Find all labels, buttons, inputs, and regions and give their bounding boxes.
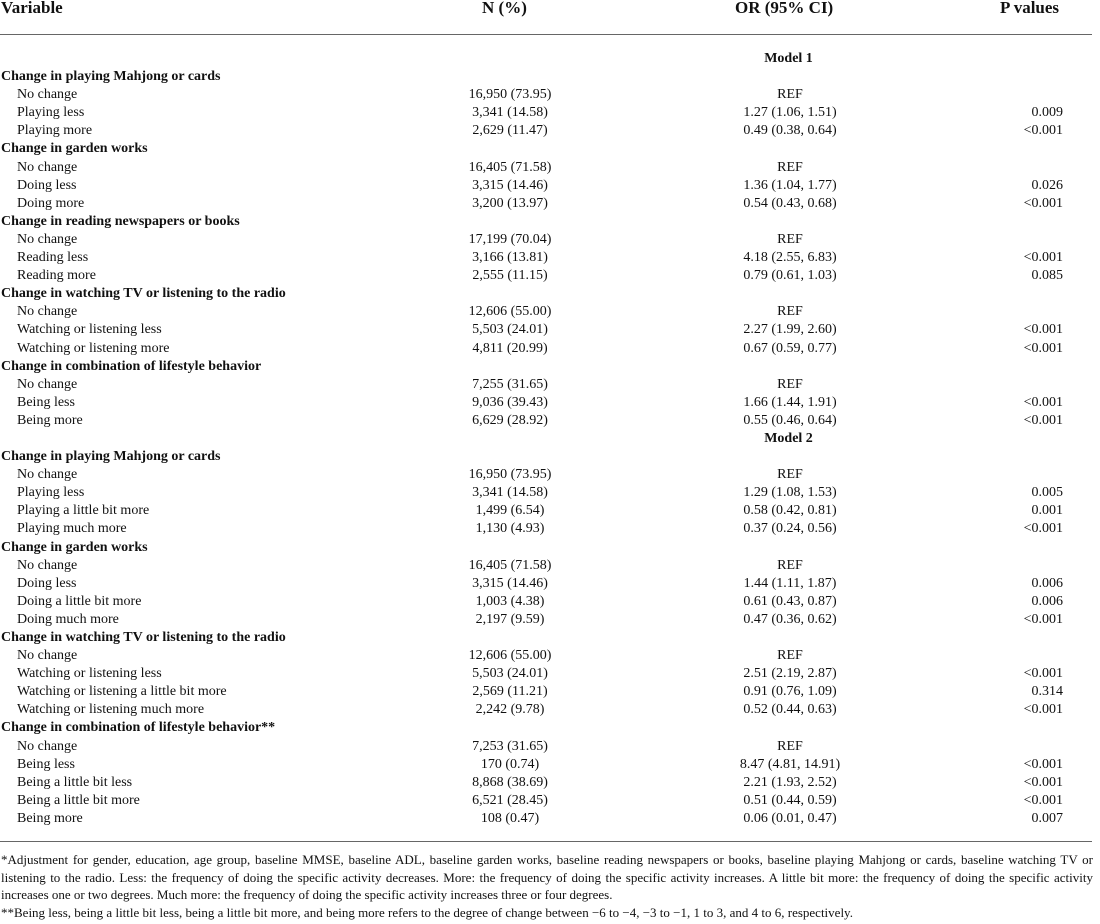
cell-odds-ratio: 0.52 (0.44, 0.63) — [743, 702, 837, 718]
cell-n-percent: 2,242 (9.78) — [475, 702, 545, 718]
cell-odds-ratio: 2.51 (2.19, 2.87) — [743, 666, 837, 682]
table-row — [0, 502, 1092, 520]
cell-variable: Being a little bit less — [17, 774, 133, 790]
table-row — [0, 195, 1092, 213]
cell-odds-ratio: 1.44 (1.11, 1.87) — [743, 575, 837, 591]
cell-odds-ratio: 8.47 (4.81, 14.91) — [739, 756, 841, 772]
cell-variable: Change in combination of lifestyle behavior — [1, 358, 262, 374]
table-row — [0, 466, 1092, 484]
cell-p-value: 0.314 — [1031, 684, 1063, 700]
cell-odds-ratio: REF — [777, 159, 803, 175]
variable-group-row — [0, 448, 1092, 466]
table-row — [0, 738, 1092, 756]
table-row — [0, 701, 1092, 719]
cell-variable: Playing less — [17, 105, 85, 121]
cell-variable: Doing much more — [17, 611, 119, 627]
cell-variable: Change in playing Mahjong or cards — [1, 69, 221, 85]
cell-n-percent: 9,036 (39.43) — [472, 394, 548, 410]
table-body — [0, 50, 1092, 828]
header-p-values: P values — [1000, 0, 1060, 17]
cell-odds-ratio: 0.67 (0.59, 0.77) — [743, 340, 837, 356]
cell-variable: Change in reading newspapers or books — [1, 213, 240, 229]
cell-n-percent: 8,868 (38.69) — [472, 774, 548, 790]
table-row — [0, 394, 1092, 412]
cell-variable: Playing more — [17, 123, 93, 139]
header-odds-ratio: OR (95% CI) — [735, 0, 834, 17]
cell-variable: Watching or listening a little bit more — [17, 684, 227, 700]
cell-p-value: <0.001 — [1023, 756, 1063, 772]
cell-n-percent: 3,315 (14.46) — [472, 177, 548, 193]
cell-variable: Reading less — [17, 250, 89, 266]
cell-variable: Change in combination of lifestyle behavior** — [1, 720, 276, 736]
cell-variable: No change — [17, 304, 78, 320]
cell-odds-ratio: 2.27 (1.99, 2.60) — [743, 322, 837, 338]
cell-odds-ratio: REF — [777, 648, 803, 664]
cell-p-value: <0.001 — [1023, 792, 1063, 808]
table-row — [0, 376, 1092, 394]
cell-n-percent: 5,503 (24.01) — [472, 322, 548, 338]
cell-p-value: <0.001 — [1023, 123, 1063, 139]
cell-p-value: <0.001 — [1023, 521, 1063, 537]
footnote-adjustment: *Adjustment for gender, education, age group, baseline MMSE, baseline ADL, baseline garden works, baseline reading newspapers or books, baseline playing Mahjong or cards, baseline watching TV or listening to the radio. Less: the frequency of doing the specific activity decreases. More: the frequency of doing the specific activity increases. A little bit more: the frequency of doing the specific activity increases one or two degrees. Much more: the frequency of doing the specific activity increases three or four degrees. — [1, 852, 1093, 902]
cell-variable: Model 1 — [764, 51, 813, 66]
cell-p-value: 0.009 — [1031, 105, 1063, 121]
cell-odds-ratio: 0.54 (0.43, 0.68) — [743, 195, 837, 211]
cell-n-percent: 6,521 (28.45) — [472, 792, 548, 808]
cell-odds-ratio: REF — [777, 304, 803, 320]
cell-variable: No change — [17, 87, 78, 103]
cell-odds-ratio: REF — [777, 231, 803, 247]
cell-n-percent: 7,253 (31.65) — [472, 738, 548, 754]
model-heading-row — [0, 50, 1092, 68]
variable-group-row — [0, 539, 1092, 557]
table-row — [0, 122, 1092, 140]
cell-p-value: 0.006 — [1031, 575, 1063, 591]
cell-variable: Change in watching TV or listening to the radio — [1, 286, 286, 302]
cell-odds-ratio: 1.29 (1.08, 1.53) — [743, 485, 837, 501]
model-heading-row — [0, 430, 1092, 448]
variable-group-row — [0, 140, 1092, 158]
cell-variable: Being less — [17, 756, 75, 772]
cell-n-percent: 4,811 (20.99) — [472, 340, 548, 356]
table-row — [0, 340, 1092, 358]
variable-group-row — [0, 719, 1092, 737]
cell-p-value: 0.005 — [1031, 485, 1063, 501]
cell-odds-ratio: 0.79 (0.61, 1.03) — [743, 268, 837, 284]
variable-group-row — [0, 213, 1092, 231]
table-row — [0, 520, 1092, 538]
cell-p-value: <0.001 — [1023, 394, 1063, 410]
cell-n-percent: 108 (0.47) — [480, 810, 540, 826]
footnotes — [1, 851, 1093, 921]
table-row — [0, 249, 1092, 267]
cell-n-percent: 170 (0.74) — [480, 756, 540, 772]
table-row — [0, 557, 1092, 575]
cell-odds-ratio: 0.58 (0.42, 0.81) — [743, 503, 837, 519]
footer-rule — [0, 841, 1092, 842]
cell-odds-ratio: 0.51 (0.44, 0.59) — [743, 792, 837, 808]
cell-n-percent: 1,003 (4.38) — [475, 593, 545, 609]
cell-n-percent: 3,200 (13.97) — [472, 195, 548, 211]
variable-group-row — [0, 285, 1092, 303]
cell-p-value: <0.001 — [1023, 666, 1063, 682]
cell-p-value: 0.007 — [1031, 810, 1063, 826]
cell-odds-ratio: 0.55 (0.46, 0.64) — [743, 412, 837, 428]
cell-n-percent: 7,255 (31.65) — [472, 376, 548, 392]
cell-variable: Watching or listening less — [17, 666, 162, 682]
cell-variable: No change — [17, 557, 78, 573]
cell-variable: No change — [17, 159, 78, 175]
cell-variable: Playing less — [17, 485, 85, 501]
cell-variable: Watching or listening less — [17, 322, 162, 338]
table-row — [0, 159, 1092, 177]
cell-odds-ratio: 0.47 (0.36, 0.62) — [743, 611, 837, 627]
cell-n-percent: 16,950 (73.95) — [468, 87, 552, 103]
cell-odds-ratio: 4.18 (2.55, 6.83) — [743, 250, 837, 266]
table-row — [0, 792, 1092, 810]
table-row — [0, 665, 1092, 683]
cell-p-value: <0.001 — [1023, 322, 1063, 338]
cell-p-value: <0.001 — [1023, 340, 1063, 356]
cell-p-value: 0.006 — [1031, 593, 1063, 609]
cell-odds-ratio: 0.61 (0.43, 0.87) — [743, 593, 837, 609]
cell-variable: Being more — [17, 810, 83, 826]
cell-variable: Being more — [17, 412, 83, 428]
cell-odds-ratio: REF — [777, 557, 803, 573]
cell-n-percent: 12,606 (55.00) — [468, 304, 552, 320]
table-row — [0, 321, 1092, 339]
cell-p-value: <0.001 — [1023, 702, 1063, 718]
cell-variable: No change — [17, 467, 78, 483]
cell-p-value: 0.001 — [1031, 503, 1063, 519]
cell-n-percent: 17,199 (70.04) — [468, 231, 552, 247]
table-row — [0, 647, 1092, 665]
cell-n-percent: 6,629 (28.92) — [472, 412, 548, 428]
table-row — [0, 231, 1092, 249]
cell-n-percent: 3,341 (14.58) — [472, 105, 548, 121]
cell-variable: Doing more — [17, 195, 85, 211]
table-row — [0, 593, 1092, 611]
cell-p-value: 0.026 — [1031, 177, 1063, 193]
cell-variable: Model 2 — [764, 430, 813, 446]
variable-group-row — [0, 629, 1092, 647]
cell-variable: Watching or listening much more — [17, 702, 205, 718]
cell-variable: Change in garden works — [1, 539, 148, 555]
table-row — [0, 774, 1092, 792]
cell-odds-ratio: REF — [777, 738, 803, 754]
table-row — [0, 611, 1092, 629]
table-row — [0, 86, 1092, 104]
cell-n-percent: 16,405 (71.58) — [468, 159, 552, 175]
cell-variable: Playing a little bit more — [17, 503, 150, 519]
cell-variable: Change in watching TV or listening to the radio — [1, 630, 286, 645]
cell-odds-ratio: REF — [777, 467, 803, 483]
table-row — [0, 484, 1092, 502]
table-row — [0, 412, 1092, 430]
cell-variable: Doing less — [17, 177, 77, 193]
cell-n-percent: 16,950 (73.95) — [468, 467, 552, 483]
cell-odds-ratio: 0.06 (0.01, 0.47) — [743, 810, 837, 826]
cell-variable: Being less — [17, 394, 75, 410]
cell-p-value: <0.001 — [1023, 195, 1063, 211]
variable-group-row — [0, 68, 1092, 86]
cell-n-percent: 5,503 (24.01) — [472, 666, 548, 682]
cell-variable: Reading more — [17, 268, 96, 284]
table-row — [0, 104, 1092, 122]
table-row — [0, 575, 1092, 593]
cell-odds-ratio: 1.36 (1.04, 1.77) — [743, 177, 837, 193]
cell-n-percent: 2,555 (11.15) — [472, 268, 548, 284]
cell-odds-ratio: 1.66 (1.44, 1.91) — [743, 394, 837, 410]
table-header — [0, 0, 1092, 24]
cell-n-percent: 12,606 (55.00) — [468, 648, 552, 664]
footnote-degree-of-change: **Being less, being a little bit less, being a little bit more, and being more refers to the degree of change between −6 to −4, −3 to −1, 1 to 3, and 4 to 6, respectively. — [1, 904, 853, 920]
cell-variable: Doing a little bit more — [17, 593, 142, 609]
cell-p-value: <0.001 — [1023, 774, 1063, 790]
cell-variable: Watching or listening more — [17, 340, 170, 356]
table-row — [0, 683, 1092, 701]
cell-variable: Doing less — [17, 575, 77, 591]
cell-n-percent: 3,315 (14.46) — [472, 575, 548, 591]
cell-p-value: <0.001 — [1023, 412, 1063, 428]
cell-variable: No change — [17, 231, 78, 247]
cell-odds-ratio: REF — [777, 87, 803, 103]
cell-variable: No change — [17, 738, 78, 754]
cell-n-percent: 2,629 (11.47) — [472, 123, 548, 139]
cell-n-percent: 2,569 (11.21) — [472, 684, 548, 700]
variable-group-row — [0, 358, 1092, 376]
cell-variable: Playing much more — [17, 521, 127, 537]
cell-odds-ratio: 1.27 (1.06, 1.51) — [743, 105, 837, 121]
cell-odds-ratio: 0.91 (0.76, 1.09) — [743, 684, 837, 700]
table-row — [0, 303, 1092, 321]
cell-variable: Change in playing Mahjong or cards — [1, 449, 221, 465]
header-n-percent: N (%) — [482, 0, 527, 17]
cell-variable: No change — [17, 376, 78, 392]
header-rule — [0, 34, 1092, 35]
cell-variable: No change — [17, 648, 78, 664]
cell-odds-ratio: REF — [777, 376, 803, 392]
table-row — [0, 177, 1092, 195]
cell-n-percent: 1,130 (4.93) — [475, 521, 545, 537]
cell-variable: Change in garden works — [1, 141, 148, 157]
cell-n-percent: 3,166 (13.81) — [472, 250, 548, 266]
header-variable: Variable — [1, 0, 63, 17]
cell-n-percent: 1,499 (6.54) — [475, 503, 545, 519]
cell-odds-ratio: 0.37 (0.24, 0.56) — [743, 521, 837, 537]
cell-n-percent: 3,341 (14.58) — [472, 485, 548, 501]
cell-p-value: 0.085 — [1031, 268, 1063, 284]
cell-p-value: <0.001 — [1023, 611, 1063, 627]
table-row — [0, 756, 1092, 774]
cell-p-value: <0.001 — [1023, 250, 1063, 266]
table-row — [0, 267, 1092, 285]
cell-n-percent: 16,405 (71.58) — [468, 557, 552, 573]
cell-variable: Being a little bit more — [17, 792, 140, 808]
table-row — [0, 810, 1092, 828]
cell-odds-ratio: 0.49 (0.38, 0.64) — [743, 123, 837, 139]
cell-n-percent: 2,197 (9.59) — [475, 611, 545, 627]
cell-odds-ratio: 2.21 (1.93, 2.52) — [743, 774, 837, 790]
